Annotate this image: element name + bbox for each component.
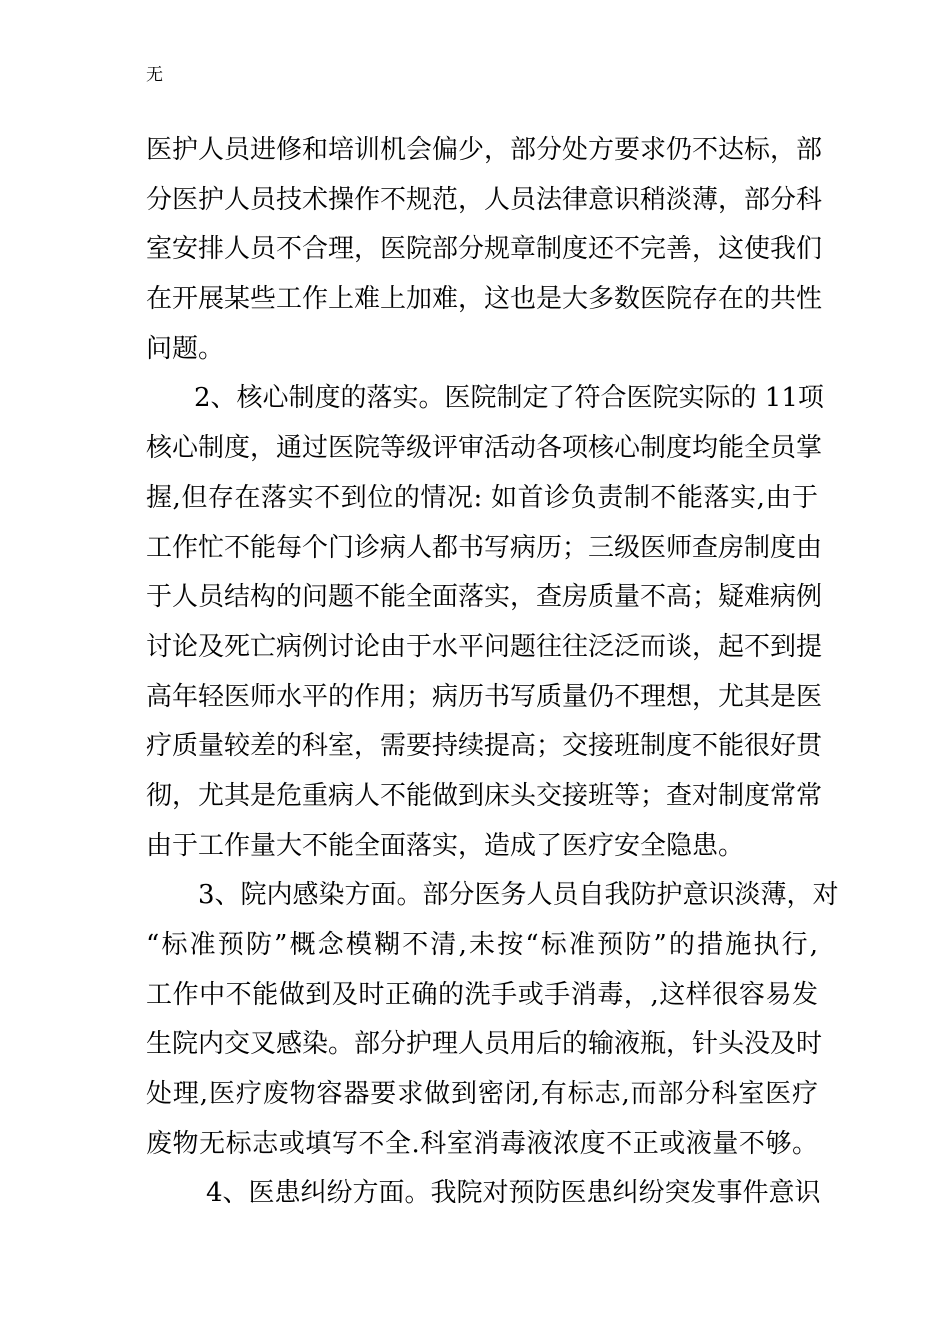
text-line: 室安排人员不合理，医院部分规章制度还不完善，这使我们 — [146, 234, 823, 265]
text-line: 于人员结构的问题不能全面落实，查房质量不高；疑难病例 — [146, 582, 823, 613]
header-mark: 无 — [146, 65, 163, 85]
text-line: 问题。 — [146, 333, 225, 364]
text-line: 废物无标志或填写不全.科室消毒液浓度不正或液量不够。 — [146, 1128, 818, 1159]
text-line: 由于工作量大不能全面落实，造成了医疗安全隐患。 — [146, 830, 745, 861]
text-line: 彻，尤其是危重病人不能做到床头交接班等；查对制度常常 — [146, 780, 823, 811]
text-line: 疗质量较差的科室，需要持续提高；交接班制度不能很好贯 — [146, 731, 823, 762]
text-line: 工作中不能做到及时正确的洗手或手消毒，,这样很容易发 — [146, 979, 818, 1010]
section-2-heading-line: 2、核心制度的落实。医院制定了符合医院实际的 11项 — [194, 383, 824, 414]
text-line: 生院内交叉感染。部分护理人员用后的输液瓶，针头没及时 — [146, 1029, 823, 1060]
text-line: 工作忙不能每个门诊病人都书写病历；三级医师查房制度由 — [146, 532, 823, 563]
text-line: 在开展某些工作上难上加难，这也是大多数医院存在的共性 — [146, 284, 823, 315]
text-line: 处理,医疗废物容器要求做到密闭,有标志,而部分科室医疗 — [146, 1079, 818, 1110]
text-line: 高年轻医师水平的作用；病历书写质量仍不理想，尤其是医 — [146, 681, 823, 712]
text-line: 医护人员进修和培训机会偏少，部分处方要求仍不达标，部 — [146, 135, 823, 165]
text-line: “标准预防”概念模糊不清,未按“标准预防”的措施执行, — [146, 930, 818, 960]
section-4-heading-line: 4、医患纠纷方面。我院对预防医患纠纷突发事件意识 — [206, 1178, 821, 1209]
text-line: 讨论及死亡病例讨论由于水平问题往往泛泛而谈，起不到提 — [146, 631, 823, 662]
text-line: 核心制度，通过医院等级评审活动各项核心制度均能全员掌 — [146, 433, 823, 464]
document-body — [146, 126, 839, 1219]
section-3-heading-line: 3、院内感染方面。部分医务人员自我防护意识淡薄，对 — [198, 880, 839, 911]
text-line: 握,但存在落实不到位的情况: 如首诊负责制不能落实,由于 — [146, 482, 818, 513]
text-line: 分医护人员技术操作不规范，人员法律意识稍淡薄，部分科 — [146, 184, 823, 215]
